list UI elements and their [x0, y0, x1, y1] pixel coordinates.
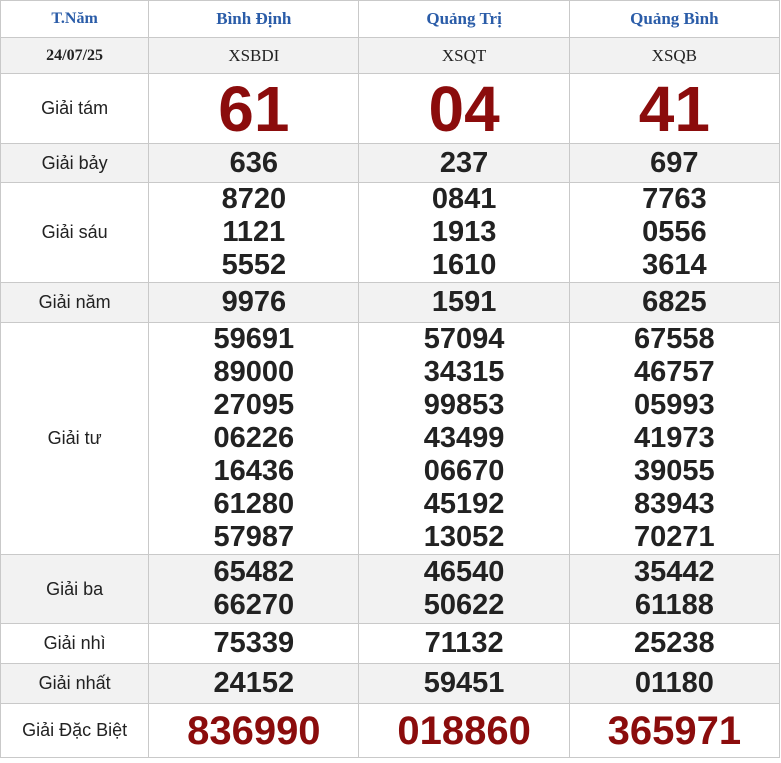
prize-number: 35442 [634, 556, 715, 588]
prize-number: 1121 [222, 216, 286, 248]
prize-number: 83943 [634, 488, 715, 520]
prize-row-giai-tu [1, 323, 780, 555]
prize-cell [359, 555, 569, 624]
prize-number: 697 [569, 144, 779, 183]
prize-number: 61 [149, 74, 359, 144]
province-header-quang-binh[interactable]: Quảng Bình [569, 1, 779, 38]
prize-number: 61280 [213, 488, 295, 520]
prize-label: Giải tư [1, 323, 149, 555]
prize-number: 24152 [149, 664, 359, 704]
prize-number: 46757 [634, 356, 715, 388]
prize-number: 75339 [149, 624, 359, 664]
prize-number: 25238 [569, 624, 779, 664]
prize-number: 13052 [423, 521, 505, 553]
prize-row-giai-nam [1, 283, 780, 323]
prize-number: 06226 [213, 422, 295, 454]
prize-number: 41 [569, 74, 779, 144]
prize-number: 50622 [423, 589, 505, 621]
prize-label: Giải nhì [1, 624, 149, 664]
prize-row-giai-nhat [1, 664, 780, 704]
prize-number: 06670 [423, 455, 505, 487]
prize-number: 01180 [569, 664, 779, 704]
prize-number: 67558 [634, 323, 715, 355]
prize-number: 9976 [149, 283, 359, 323]
prize-number: 34315 [423, 356, 505, 388]
prize-number: 46540 [423, 556, 505, 588]
prize-number: 237 [359, 144, 569, 183]
prize-number: 5552 [221, 249, 287, 281]
province-header-binh-dinh[interactable]: Bình Định [149, 1, 359, 38]
prize-number: 45192 [423, 488, 505, 520]
code-quang-tri: XSQT [359, 38, 569, 74]
prize-number: 57094 [423, 323, 505, 355]
prize-number: 16436 [213, 455, 295, 487]
prize-cell [569, 183, 779, 283]
prize-cell [149, 183, 359, 283]
prize-number: 57987 [213, 521, 295, 553]
prize-row-giai-nhi [1, 624, 780, 664]
prize-number: 65482 [213, 556, 295, 588]
jackpot-number: 836990 [149, 704, 359, 758]
prize-number: 71132 [359, 624, 569, 664]
province-header-quang-tri[interactable]: Quảng Trị [359, 1, 569, 38]
prize-cell [149, 555, 359, 624]
prize-number: 7763 [642, 183, 707, 215]
prize-number: 05993 [634, 389, 715, 421]
prize-number: 0556 [642, 216, 707, 248]
prize-number: 0841 [431, 183, 497, 215]
prize-number: 1610 [431, 249, 497, 281]
prize-cell [359, 183, 569, 283]
prize-number: 6825 [569, 283, 779, 323]
jackpot-number: 365971 [569, 704, 779, 758]
prize-number: 8720 [221, 183, 287, 215]
prize-row-giai-tam [1, 74, 780, 144]
prize-cell [149, 323, 359, 555]
jackpot-number: 018860 [359, 704, 569, 758]
prize-number: 3614 [642, 249, 707, 281]
prize-cell [359, 323, 569, 555]
prize-cell [569, 323, 779, 555]
prize-number: 70271 [634, 521, 715, 553]
prize-number: 636 [149, 144, 359, 183]
prize-label: Giải bảy [1, 144, 149, 183]
prize-row-dac-biet [1, 704, 780, 758]
prize-number: 39055 [634, 455, 715, 487]
prize-number: 1591 [359, 283, 569, 323]
code-quang-binh: XSQB [569, 38, 779, 74]
prize-number: 59691 [213, 323, 295, 355]
prize-number: 04 [359, 74, 569, 144]
prize-number: 99853 [423, 389, 505, 421]
prize-label: Giải ba [1, 555, 149, 624]
prize-label: Giải tám [1, 74, 149, 144]
prize-number: 43499 [423, 422, 505, 454]
prize-label: Giải năm [1, 283, 149, 323]
prize-number: 27095 [213, 389, 295, 421]
prize-number: 66270 [213, 589, 295, 621]
prize-label: Giải sáu [1, 183, 149, 283]
code-binh-dinh: XSBDI [149, 38, 359, 74]
prize-row-giai-sau [1, 183, 780, 283]
prize-number: 61188 [634, 589, 714, 621]
prize-label: Giải nhất [1, 664, 149, 704]
prize-label: Giải Đặc Biệt [1, 704, 149, 758]
prize-number: 89000 [213, 356, 295, 388]
prize-number: 59451 [359, 664, 569, 704]
weekday-header: T.Năm [1, 1, 149, 38]
header-row [1, 1, 780, 38]
prize-number: 1913 [431, 216, 497, 248]
prize-row-giai-ba [1, 555, 780, 624]
prize-row-giai-bay [1, 144, 780, 183]
prize-cell [569, 555, 779, 624]
draw-date: 24/07/25 [1, 38, 149, 74]
code-row [1, 38, 780, 74]
prize-number: 41973 [634, 422, 715, 454]
